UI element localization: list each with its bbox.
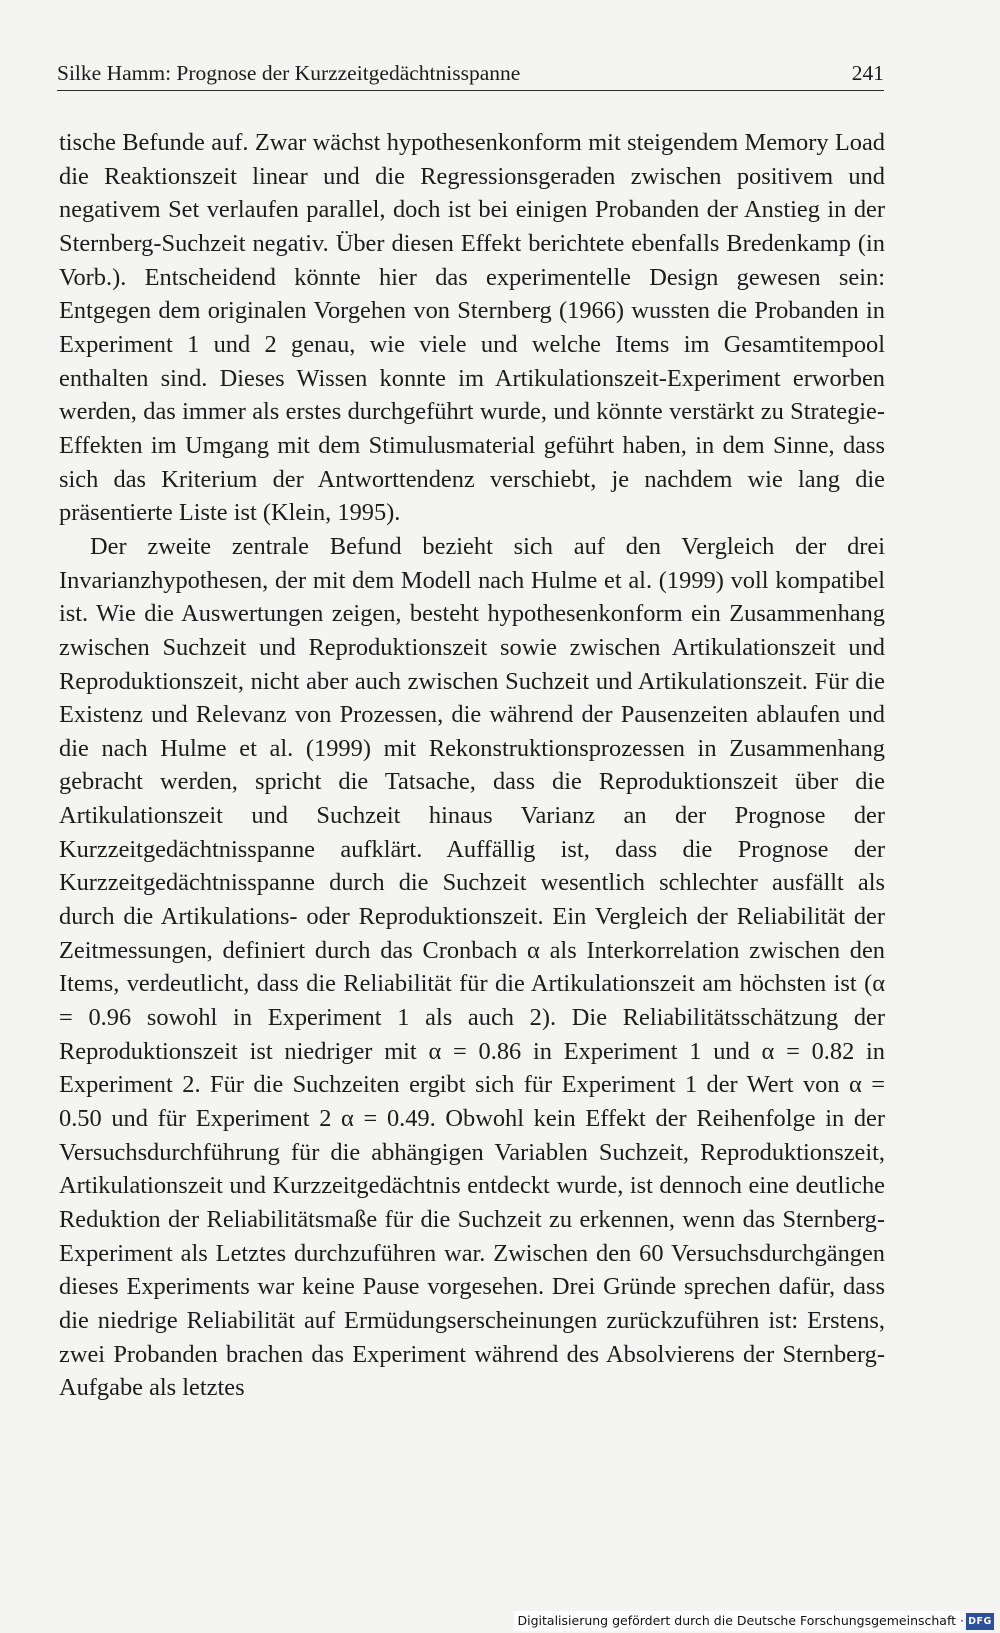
- paragraph: Der zweite zentrale Befund bezieht sich auf den Vergleich der drei Invarianzhypothesen, der mit dem Modell nach Hulme et al. (1999) voll kompatibel ist. Wie die Auswertungen zeigen, besteht hypothesenkonform ein Zusammenhang zwischen Suchzeit und Reproduktionszeit sowie zwischen Artikulationszeit und Reproduktionszeit, nicht aber auch zwischen Suchzeit und Artikulationszeit. Für die Existenz und Relevanz von Prozessen, die während der Pausenzeiten ablaufen und die nach Hulme et al. (1999) mit Rekonstruktionsprozessen in Zusammenhang gebracht werden, spricht die Tatsache, dass die Reproduktionszeit über die Artikulationszeit und Suchzeit hinaus Varianz an der Prognose der Kurzzeitgedächtnisspanne aufklärt. Auffällig ist, dass die Prognose der Kurzzeitgedächtnisspanne durch die Suchzeit wesentlich schlechter ausfällt als durch die Artikulations- oder Reproduktionszeit. Ein Vergleich der Reliabilität der Zeitmessungen, definiert durch das Cronbach α als Interkorrelation zwischen den Items, verdeutlicht, dass die Reliabilität für die Artikulationszeit am höchsten ist (α = 0.96 sowohl in Experiment 1 als auch 2). Die Reliabilitätsschätzung der Reproduktionszeit ist niedriger mit α = 0.86 in Experiment 1 und α = 0.82 in Experiment 2. Für die Suchzeiten ergibt sich für Experiment 1 der Wert von α = 0.50 und für Experiment 2 α = 0.49. Obwohl kein Effekt der Reihenfolge in der Versuchsdurchführung für die abhängigen Variablen Suchzeit, Reproduktionszeit, Artikulationszeit und Kurzzeitgedächtnis entdeckt wurde, ist dennoch eine deutliche Reduktion der Reliabilitätsmaße für die Suchzeit zu erkennen, wenn das Sternberg-Experiment als Letztes durchzuführen war. Zwischen den 60 Versuchsdurchgängen dieses Experiments war keine Pause vorgesehen. Drei Gründe sprechen dafür, dass die niedrige Reliabilität auf Ermüdungserscheinungen zurückzuführen ist: Erstens, zwei Probanden brachen das Experiment während des Absolvierens der Sternberg-Aufgabe als letztes: [59, 532, 885, 1402]
- running-header: [57, 56, 884, 91]
- header-title: Silke Hamm: Prognose der Kurzzeitgedächtnisspanne: [57, 61, 521, 85]
- paragraph: tische Befunde auf. Zwar wächst hypothesenkonform mit steigendem Memory Load die Reaktionszeit linear und die Regressionsgeraden zwischen positivem und negativem Set verlaufen parallel, doch ist bei einigen Probanden der Anstieg in der Sternberg-Suchzeit negativ. Über diesen Effekt berichtete ebenfalls Bredenkamp (in Vorb.). Entscheidend könnte hier das experimentelle Design gewesen sein: Entgegen dem originalen Vorgehen von Sternberg (1966) wussten die Probanden in Experiment 1 und 2 genau, wie viele und welche Items im Gesamtitempool enthalten sind. Dieses Wissen konnte im Artikulationszeit-Experiment erworben werden, das immer als erstes durchgeführt wurde, und könnte verstärkt zu Strategie-Effekten im Umgang mit dem Stimulusmaterial geführt haben, in dem Sinne, dass sich das Kriterium der Antworttendenz verschiebt, je nachdem wie lang die präsentierte Liste ist (Klein, 1995).: [59, 129, 885, 527]
- digitization-note: Digitalisierung gefördert durch die Deutsche Forschungsgemeinschaft ·: [514, 1611, 965, 1631]
- dfg-logo: DFG: [966, 1613, 994, 1630]
- body-text: [59, 126, 885, 1405]
- page-number: 241: [851, 61, 884, 85]
